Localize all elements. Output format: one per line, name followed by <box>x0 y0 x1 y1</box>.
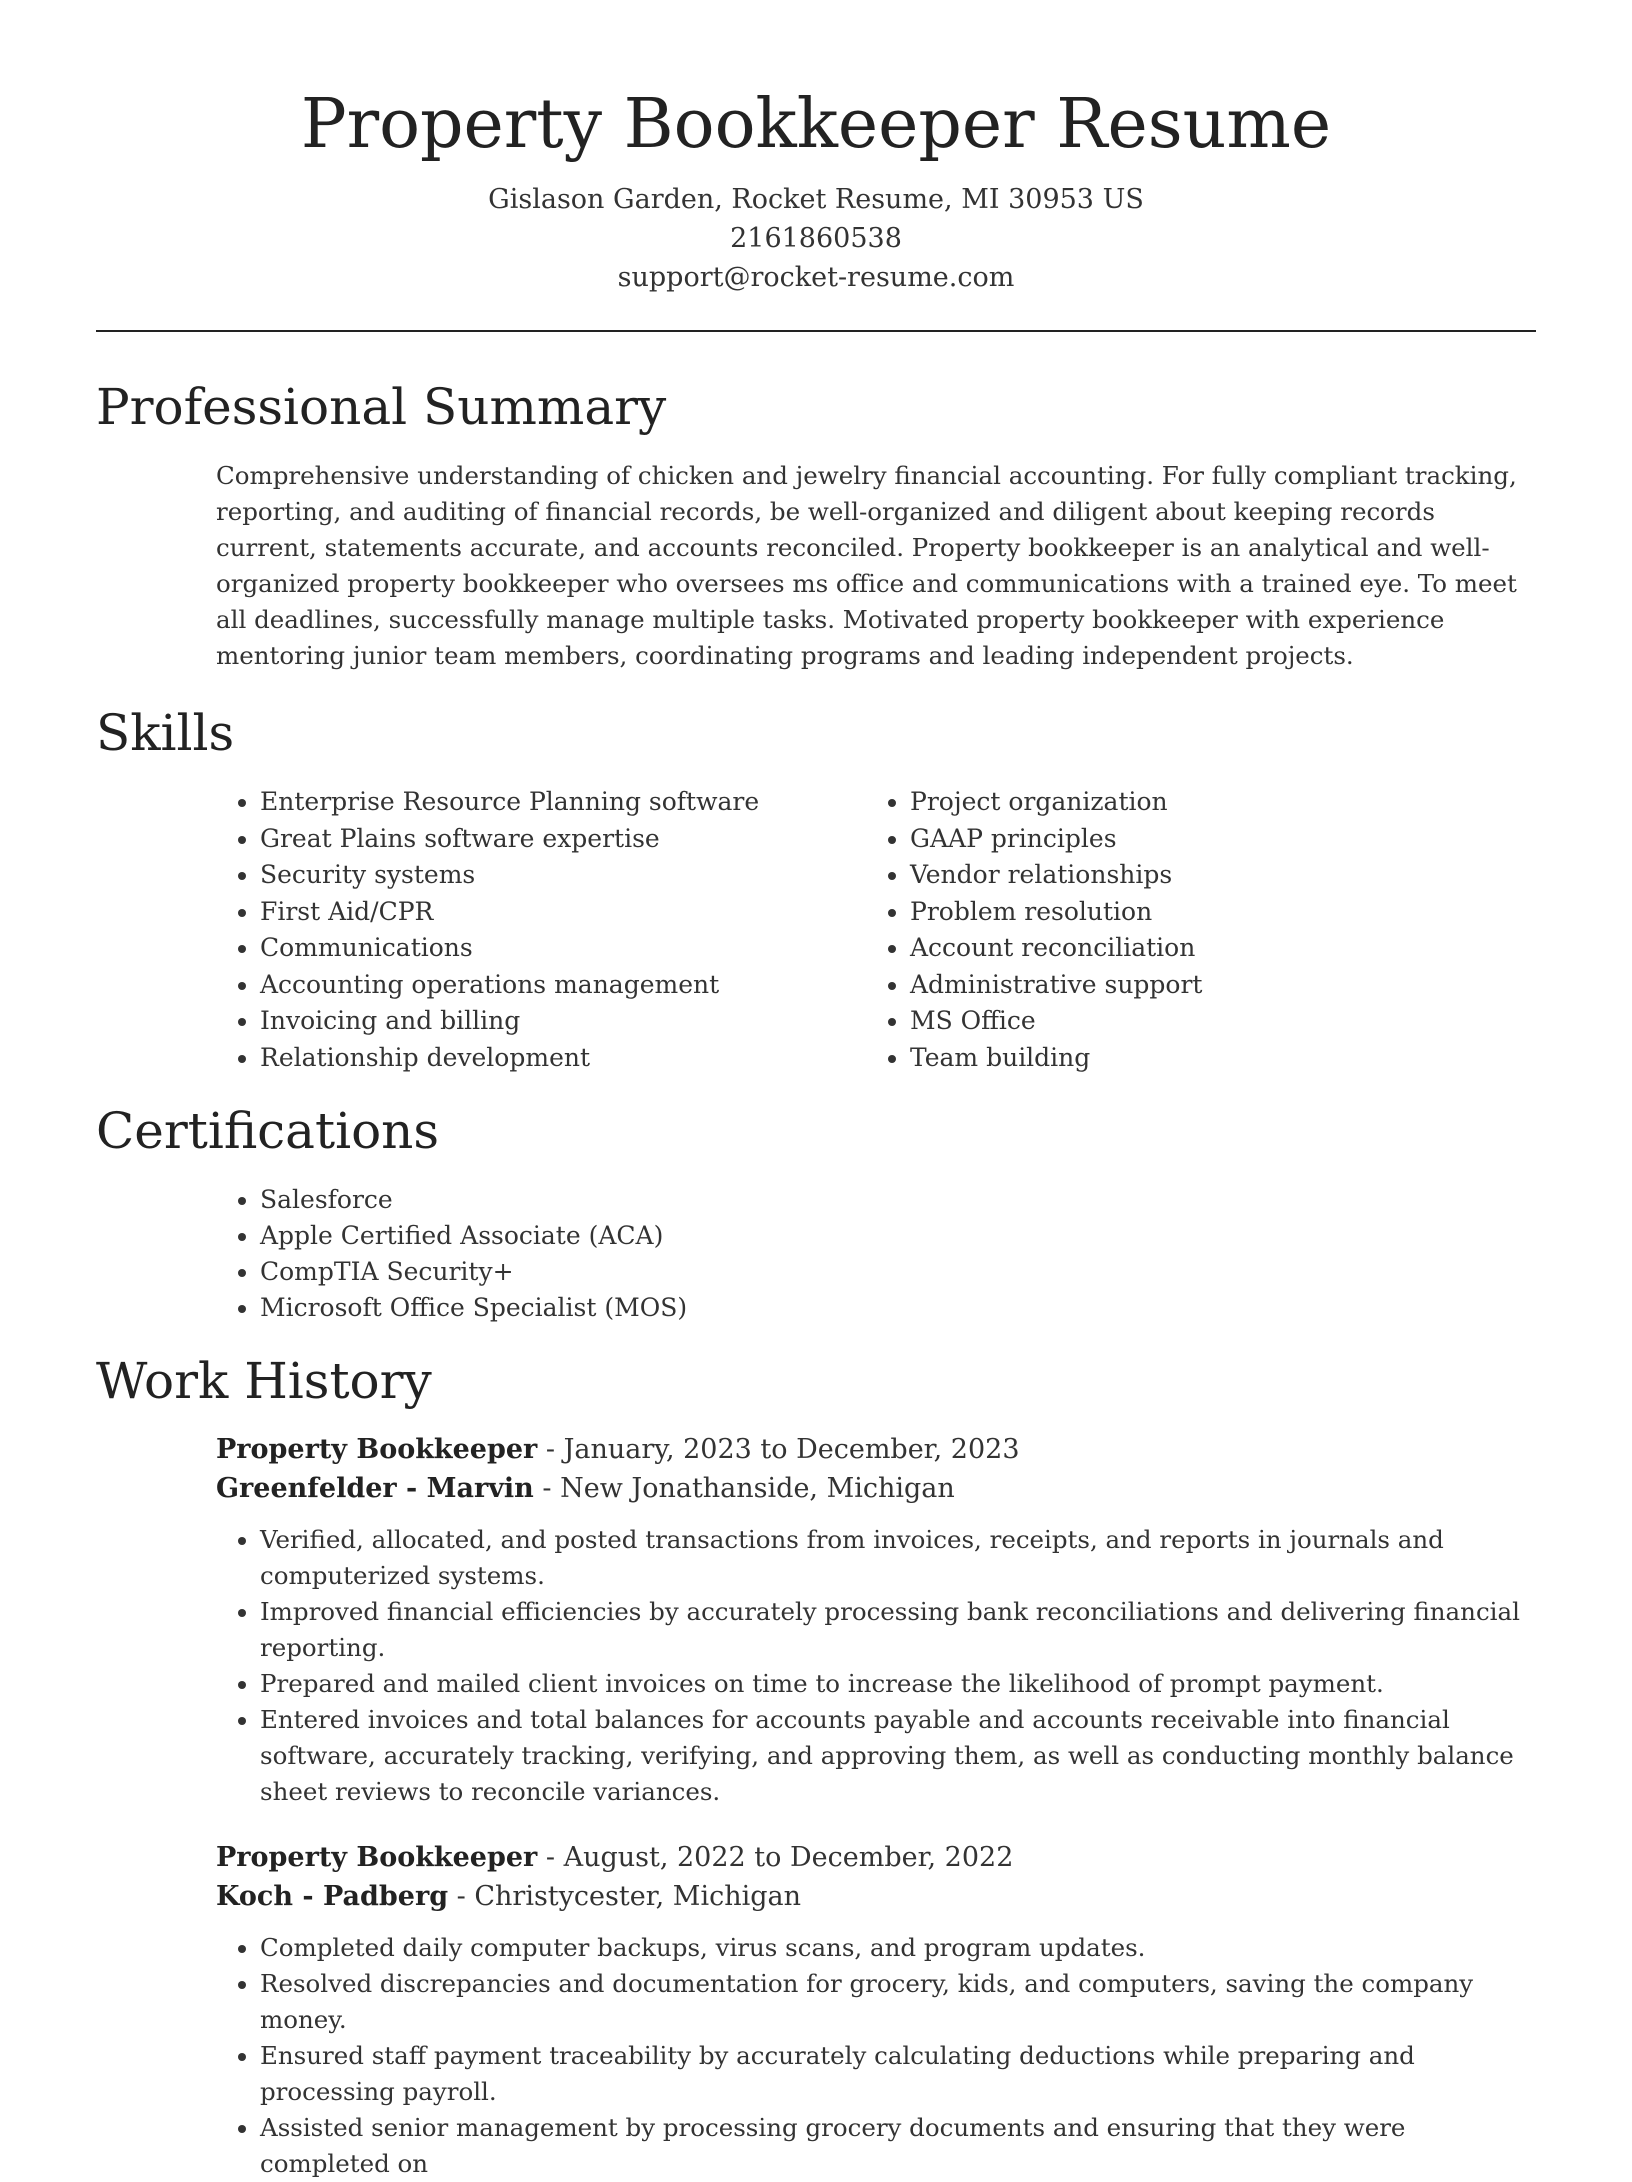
skills-list <box>216 784 1632 1076</box>
resume-title: Property Bookkeeper Resume <box>300 85 1332 164</box>
summary-heading: Professional Summary <box>96 378 667 436</box>
certification-item: • Salesforce <box>260 1182 1632 1218</box>
skills-column-left <box>216 784 866 1076</box>
header-divider <box>96 330 1536 332</box>
address: Gislason Garden, Rocket Resume, MI 30953 US <box>488 184 1144 215</box>
job-role: Property Bookkeeper <box>216 1842 538 1873</box>
skills-column-right <box>866 784 1202 1076</box>
skill-item: • Problem resolution <box>910 894 1202 931</box>
job-company: Koch - Padberg <box>216 1881 449 1912</box>
job-bullet: • Resolved discrepancies and documentation for grocery, kids, and computers, saving the company money. <box>260 1966 1536 2038</box>
job-bullet: • Improved financial efficiencies by accurately processing bank reconciliations and delivering financial reporting. <box>260 1594 1536 1666</box>
skill-item: • First Aid/CPR <box>260 894 866 931</box>
job-entry <box>216 1430 1536 1810</box>
skill-item: • Security systems <box>260 857 866 894</box>
job-bullet: • Prepared and mailed client invoices on time to increase the likelihood of prompt payment. <box>260 1666 1536 1702</box>
job-company: Greenfelder - Marvin <box>216 1473 534 1504</box>
skill-item: • Enterprise Resource Planning software <box>260 784 866 821</box>
job-location: - Christycester, Michigan <box>448 1881 802 1912</box>
job-bullet: • Ensured staff payment traceability by accurately calculating deductions while preparing and processing payroll. <box>260 2038 1536 2110</box>
job-bullet: • Entered invoices and total balances for accounts payable and accounts receivable into financial software, accurately tracking, verifying, and approving them, as well as conducting monthly balance sheet reviews to reconcile variances. <box>260 1702 1536 1810</box>
job-role: Property Bookkeeper <box>216 1434 538 1465</box>
skill-item: • Relationship development <box>260 1040 866 1077</box>
job-bullets <box>216 1930 1536 2182</box>
certification-item: • Apple Certified Associate (ACA) <box>260 1218 1632 1254</box>
resume-header <box>0 0 1632 297</box>
certification-item: • Microsoft Office Specialist (MOS) <box>260 1290 1632 1326</box>
email: support@rocket-resume.com <box>617 262 1015 293</box>
skill-item: • Great Plains software expertise <box>260 821 866 858</box>
certifications-heading: Certifications <box>96 1102 440 1160</box>
job-dates: - January, 2023 to December, 2023 <box>537 1434 1020 1465</box>
job-entry <box>216 1838 1536 2182</box>
job-bullet: • Verified, allocated, and posted transactions from invoices, receipts, and reports in journals and computerized systems. <box>260 1522 1536 1594</box>
skill-item: • Administrative support <box>910 967 1202 1004</box>
skills-heading: Skills <box>96 704 235 762</box>
job-dates: - August, 2022 to December, 2022 <box>537 1842 1014 1873</box>
job-company-line <box>216 1469 1536 1508</box>
job-company-line <box>216 1877 1536 1916</box>
job-bullets <box>216 1522 1536 1810</box>
skill-item: • Invoicing and billing <box>260 1003 866 1040</box>
skill-item: • Team building <box>910 1040 1202 1077</box>
skill-item: • Accounting operations management <box>260 967 866 1004</box>
summary-text: Comprehensive understanding of chicken and jewelry financial accounting. For fully compliant tracking, reporting, and auditing of financial records, be well-organized and diligent about keeping records current, statements accurate, and accounts reconciled. Property bookkeeper is an analytical and well-organized property bookkeeper who oversees ms office and communications with a trained eye. To meet all deadlines, successfully manage multiple tasks. Motivated property bookkeeper with experience mentoring junior team members, coordinating programs and leading independent projects. <box>216 461 1517 670</box>
skill-item: • GAAP principles <box>910 821 1202 858</box>
skill-item: • Communications <box>260 930 866 967</box>
skill-item: • Vendor relationships <box>910 857 1202 894</box>
job-title-line <box>216 1838 1536 1877</box>
phone: 2161860538 <box>730 223 902 254</box>
certification-item: • CompTIA Security+ <box>260 1254 1632 1290</box>
job-bullet: • Assisted senior management by processing grocery documents and ensuring that they were completed on <box>260 2110 1536 2182</box>
certifications-list <box>216 1182 1632 1326</box>
skill-item: • Account reconciliation <box>910 930 1202 967</box>
job-title-line <box>216 1430 1536 1469</box>
job-location: - New Jonathanside, Michigan <box>533 1473 955 1504</box>
job-bullet: • Completed daily computer backups, virus scans, and program updates. <box>260 1930 1536 1966</box>
skill-item: • Project organization <box>910 784 1202 821</box>
work-history-heading: Work History <box>96 1352 432 1410</box>
skill-item: • MS Office <box>910 1003 1202 1040</box>
contact-info <box>0 180 1632 297</box>
